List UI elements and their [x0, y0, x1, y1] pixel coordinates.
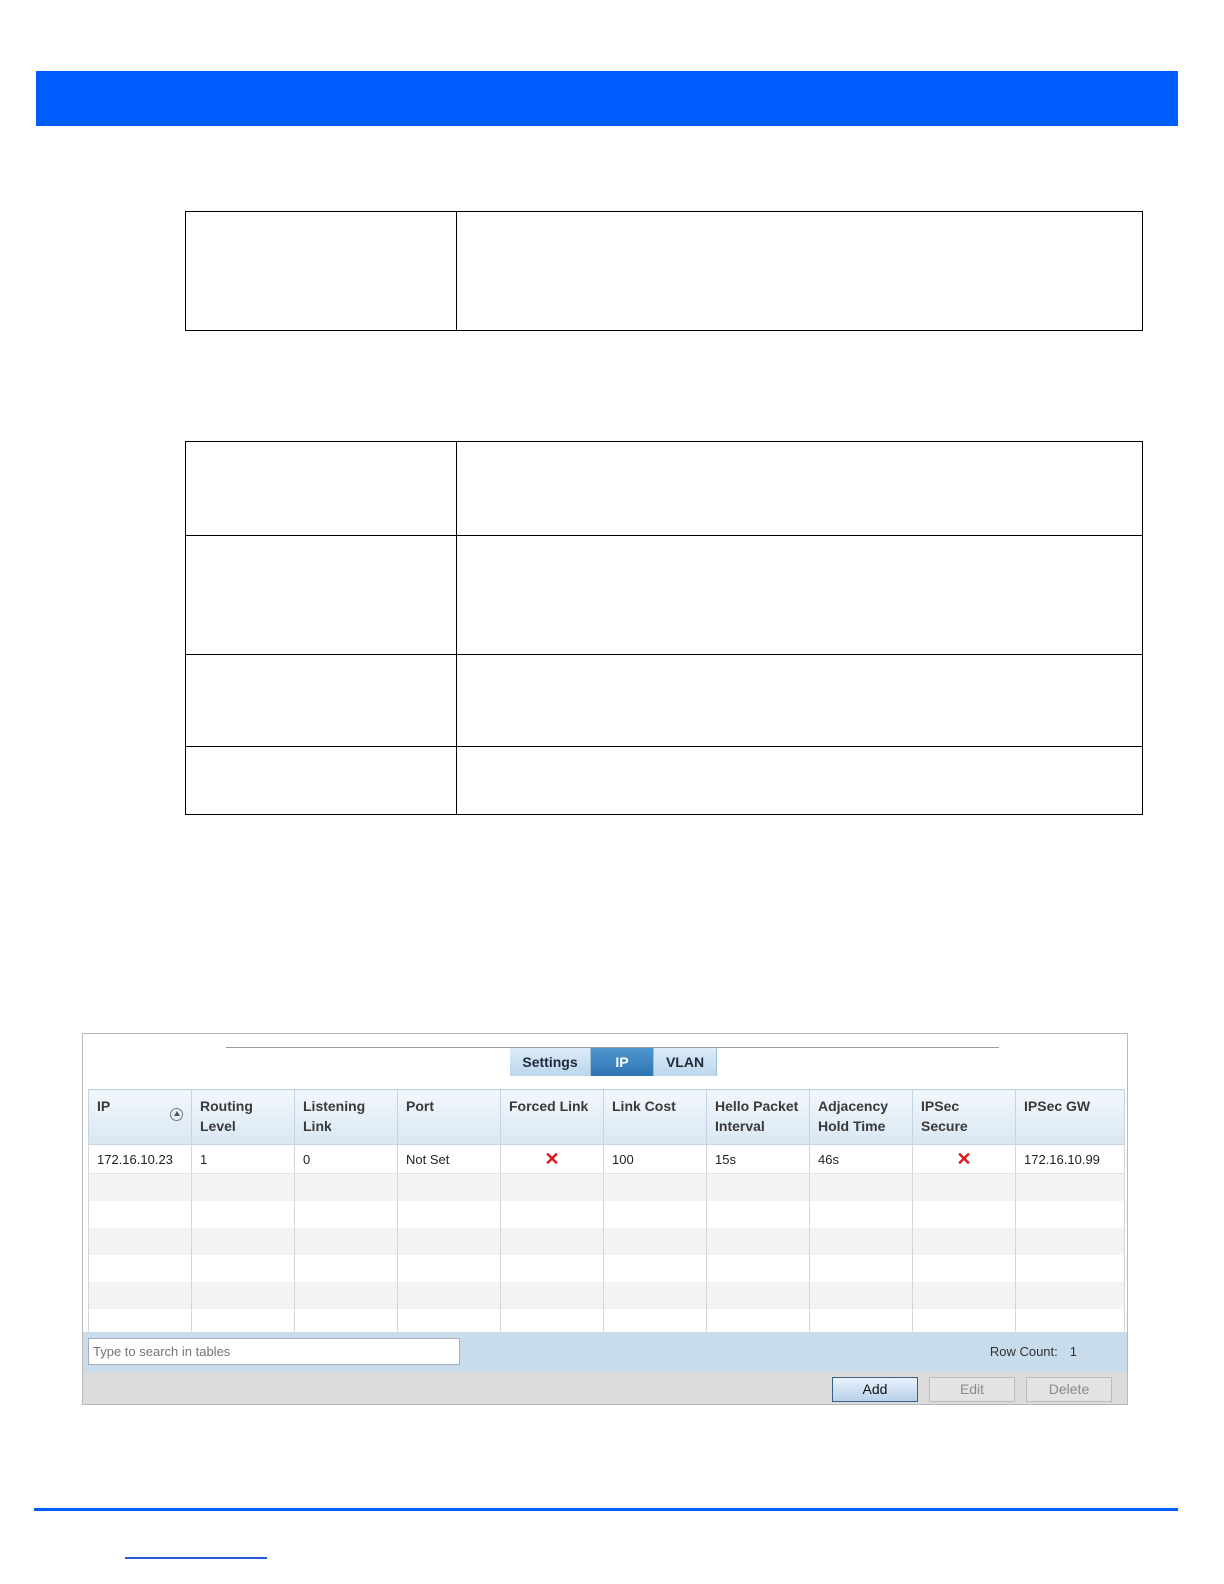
empty-row: [89, 1174, 1125, 1202]
header-label: Interval: [715, 1118, 765, 1134]
cell-ipsec-gw: 172.16.10.99: [1016, 1145, 1125, 1174]
footer-rule: [34, 1508, 1178, 1511]
empty-row: [89, 1282, 1125, 1309]
button-bar: [83, 1372, 1127, 1404]
add-button[interactable]: Add: [832, 1377, 918, 1402]
doc-table-1: [185, 211, 1143, 331]
header-label: Listening: [303, 1098, 366, 1114]
edit-button[interactable]: Edit: [929, 1377, 1015, 1402]
search-input[interactable]: [88, 1338, 460, 1365]
row-count-value: 1: [1069, 1344, 1077, 1359]
ip-table: [88, 1089, 1125, 1336]
doc-table-2: [185, 441, 1143, 815]
header-label: IP: [97, 1098, 111, 1114]
header-label: Routing: [200, 1098, 253, 1114]
top-banner: [36, 71, 1178, 126]
header-label: Forced Link: [509, 1098, 589, 1114]
row-count: [990, 1344, 1077, 1359]
header-label: Link: [303, 1118, 332, 1134]
column-header-routing-level[interactable]: [192, 1090, 295, 1145]
table-row[interactable]: [89, 1145, 1125, 1174]
empty-row: [89, 1255, 1125, 1282]
column-header-forced-link[interactable]: [501, 1090, 604, 1145]
column-header-ipsec-gw[interactable]: [1016, 1090, 1125, 1145]
column-header-hello-packet-interval[interactable]: [707, 1090, 810, 1145]
header-label: IPSec GW: [1024, 1098, 1091, 1114]
empty-row: [89, 1201, 1125, 1228]
column-header-listening-link[interactable]: [295, 1090, 398, 1145]
column-header-port[interactable]: [398, 1090, 501, 1145]
cell-adjacency-hold-time: 46s: [810, 1145, 913, 1174]
cell-link-cost: 100: [604, 1145, 707, 1174]
header-label: Level: [200, 1118, 236, 1134]
tab-ip[interactable]: IP: [591, 1048, 654, 1076]
header-label: Adjacency: [818, 1098, 889, 1114]
x-icon: ✕: [544, 1148, 560, 1169]
cell-forced-link: [501, 1145, 604, 1174]
cell-ipsec-secure: [913, 1145, 1016, 1174]
column-header-ipsec-secure[interactable]: [913, 1090, 1016, 1145]
cell-hello-interval: 15s: [707, 1145, 810, 1174]
footer-link-underline: [125, 1557, 267, 1559]
tab-bar: [510, 1048, 717, 1076]
table-footer-bar: [83, 1332, 1127, 1372]
header-label: IPSec Secure: [921, 1098, 968, 1134]
sort-ascending-icon[interactable]: [170, 1108, 183, 1121]
table-header-row: [89, 1090, 1125, 1145]
delete-button[interactable]: Delete: [1026, 1377, 1112, 1402]
cell-port: Not Set: [398, 1145, 501, 1174]
row-count-label: Row Count:: [989, 1344, 1058, 1359]
header-label: Link Cost: [612, 1098, 676, 1114]
column-header-link-cost[interactable]: [604, 1090, 707, 1145]
column-header-adjacency-hold-time[interactable]: [810, 1090, 913, 1145]
tab-settings[interactable]: Settings: [510, 1048, 591, 1076]
column-header-ip[interactable]: [89, 1090, 192, 1145]
tab-vlan[interactable]: VLAN: [654, 1048, 717, 1076]
header-label: Hold Time: [818, 1118, 886, 1134]
empty-row: [89, 1228, 1125, 1255]
header-label: Port: [406, 1098, 434, 1114]
cell-routing-level: 1: [192, 1145, 295, 1174]
cell-listening-link: 0: [295, 1145, 398, 1174]
header-label: Hello Packet: [715, 1098, 799, 1114]
x-icon: ✕: [956, 1148, 972, 1169]
mesh-ip-screen: [82, 1033, 1128, 1405]
cell-ip: 172.16.10.23: [89, 1145, 192, 1174]
